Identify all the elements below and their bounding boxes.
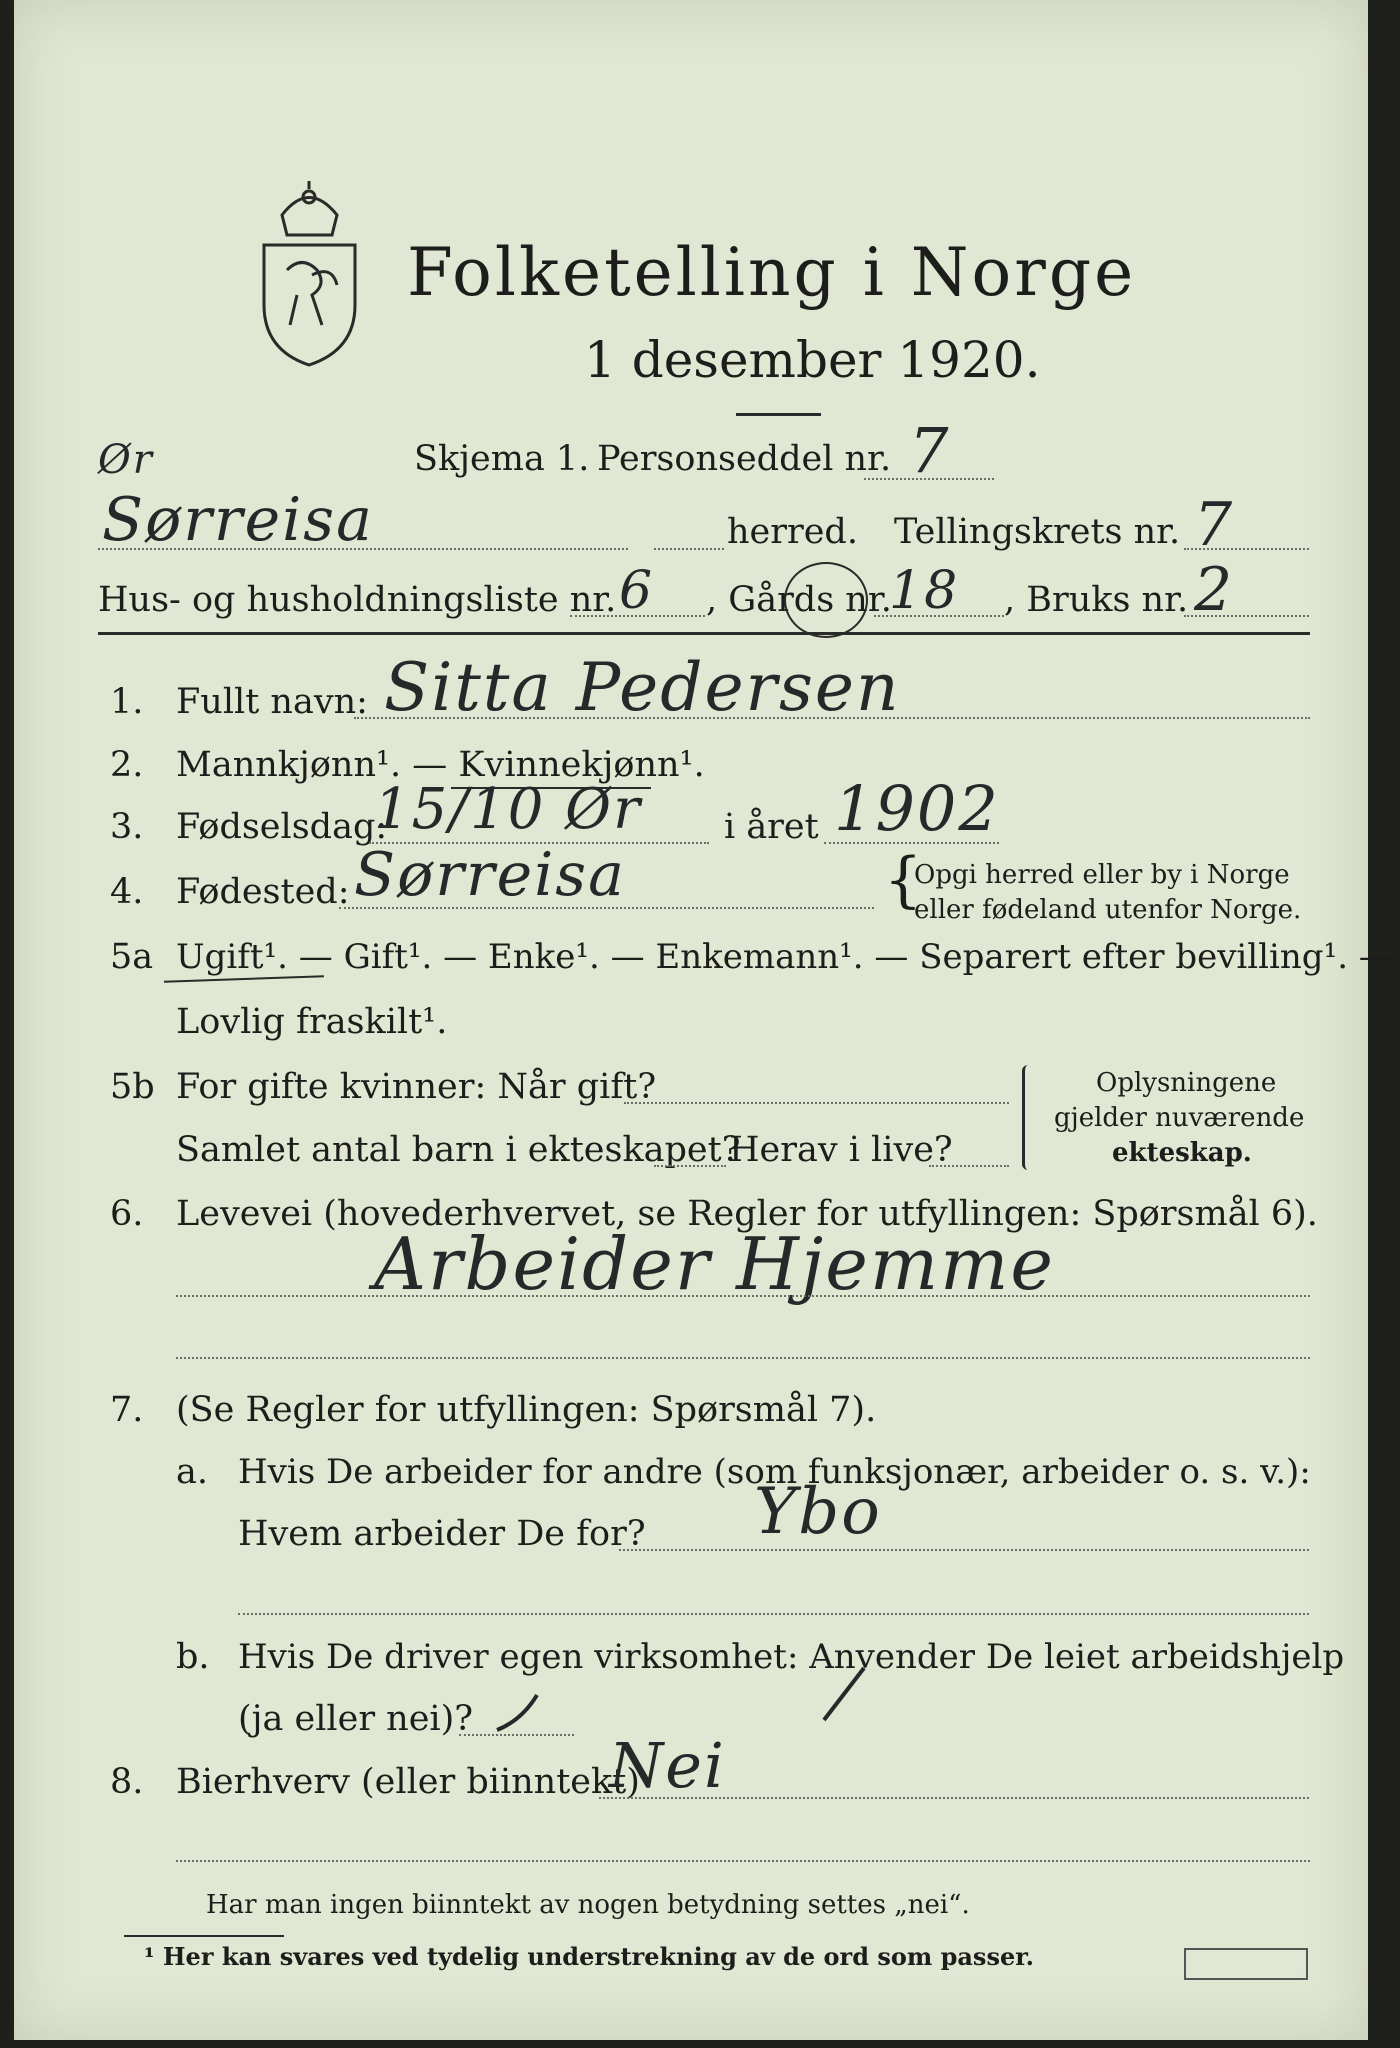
q7a-label-2: Hvem arbeider De for? (238, 1514, 646, 1554)
q5a-label-2: Lovlig fraskilt¹. (176, 1002, 448, 1042)
q7a-value: Ybo (754, 1475, 882, 1549)
census-form-sheet (14, 0, 1393, 2040)
q8-number: 8. (110, 1762, 144, 1802)
q7-number: 7. (110, 1390, 144, 1430)
tellingskrets-label: Tellingskrets nr. (894, 512, 1181, 552)
header-rule (98, 632, 1310, 635)
q4-brace: { (884, 845, 923, 915)
q5b-note-2: gjelder nuværende (1054, 1103, 1305, 1133)
herred-mark: Ør (98, 437, 154, 483)
q4-note-2: eller fødeland utenfor Norge. (914, 895, 1302, 925)
q4-label: Fødested: (176, 872, 350, 912)
q5b-note-1: Oplysningene (1096, 1068, 1277, 1098)
q5b-number: 5b (110, 1067, 155, 1107)
q4-number: 4. (110, 872, 144, 912)
q6-line-2 (176, 1357, 1310, 1359)
q7-label: (Se Regler for utfyllingen: Spørsmål 7). (176, 1390, 877, 1430)
q5b-bracket (1022, 1065, 1035, 1170)
q5b-label: For gifte kvinner: Når gift? (176, 1067, 657, 1107)
personseddel-label: Personseddel nr. (597, 439, 892, 479)
q4-note-1: Opgi herred eller by i Norge (914, 860, 1290, 890)
q5a-number: 5a (110, 937, 154, 977)
q7a-line (619, 1549, 1309, 1551)
q7b-slash-mark (814, 1660, 874, 1730)
title-divider (736, 413, 821, 416)
q1-value: Sitta Pedersen (384, 649, 901, 726)
q2-label: Mannkjønn¹. — Kvinnekjønn¹. (176, 745, 705, 785)
bruks-value: 2 (1194, 555, 1235, 625)
q1-label: Fullt navn: (176, 682, 368, 722)
q6-value: Arbeider Hjemme (374, 1222, 1056, 1306)
bruks-label: , Bruks nr. (1004, 580, 1189, 620)
q3-value: 15/10 Ør (374, 777, 642, 842)
q5b-label-2: Samlet antal barn i ekteskapet? (176, 1130, 741, 1170)
q7a-line-2 (238, 1613, 1309, 1615)
hus-label: Hus- og husholdningsliste nr. (98, 580, 617, 620)
printer-stamp (1184, 1948, 1308, 1980)
q5b-line (624, 1102, 1009, 1104)
q7b-dash-mark (492, 1690, 582, 1740)
herred-label: herred. (727, 512, 858, 552)
gards-circle (784, 562, 868, 638)
q7a-letter: a. (176, 1452, 208, 1492)
q6-line (176, 1295, 1310, 1297)
q3-label: Fødselsdag: (176, 807, 388, 847)
q7b-label-2: (ja eller nei)? (238, 1699, 474, 1739)
q5b-label-3: Herav i live? (729, 1130, 953, 1170)
q3-year-label: i året (724, 807, 819, 847)
norwegian-coat-of-arms-icon (252, 175, 367, 370)
q6-number: 6. (110, 1194, 144, 1234)
herred-value: Sørreisa (102, 485, 374, 555)
personseddel-value: 7 (909, 414, 951, 487)
q5b-line-3 (929, 1165, 1009, 1167)
q3-number: 3. (110, 807, 144, 847)
census-date: 1 desember 1920. (584, 331, 1041, 389)
q5b-note-3: ekteskap. (1112, 1138, 1252, 1168)
q3-year-value: 1902 (834, 772, 1000, 845)
form-title: Folketelling i Norge (407, 234, 1137, 311)
q1-number: 1. (110, 682, 144, 722)
q7a-label: Hvis De arbeider for andre (som funksjonær, arbeider o. s. v.): (238, 1452, 1311, 1492)
herred-line-2 (654, 548, 724, 550)
q5b-line-2 (654, 1165, 726, 1167)
gards-label: , Gårds nr. (706, 580, 892, 620)
hus-value: 6 (619, 561, 655, 621)
q8-label: Bierhverv (eller biinntekt) (176, 1762, 640, 1802)
q7b-letter: b. (176, 1637, 210, 1677)
footnote: ¹ Her kan svares ved tydelig understrekning av de ord som passer. (144, 1942, 1035, 1971)
q8-value: Nei (609, 1729, 726, 1802)
q5a-label: Ugift¹. — Gift¹. — Enke¹. — Enkemann¹. — Separert efter bevilling¹. — (176, 937, 1393, 977)
q7b-label: Hvis De driver egen virksomhet: Anvender De leiet arbeidshjelp (238, 1637, 1345, 1677)
q4-value: Sørreisa (354, 840, 626, 910)
q6-label: Levevei (hovederhvervet, se Regler for utfyllingen: Spørsmål 6). (176, 1194, 1318, 1234)
gards-value: 18 (889, 561, 960, 621)
footer-note: Har man ingen biinntekt av nogen betydning settes „nei“. (206, 1890, 970, 1920)
footer-rule (124, 1935, 284, 1937)
tellingskrets-value: 7 (1194, 490, 1235, 560)
q2-number: 2. (110, 745, 144, 785)
q8-line-2 (176, 1860, 1310, 1862)
skjema-label: Skjema 1. (414, 439, 590, 479)
herred-line (98, 548, 628, 550)
